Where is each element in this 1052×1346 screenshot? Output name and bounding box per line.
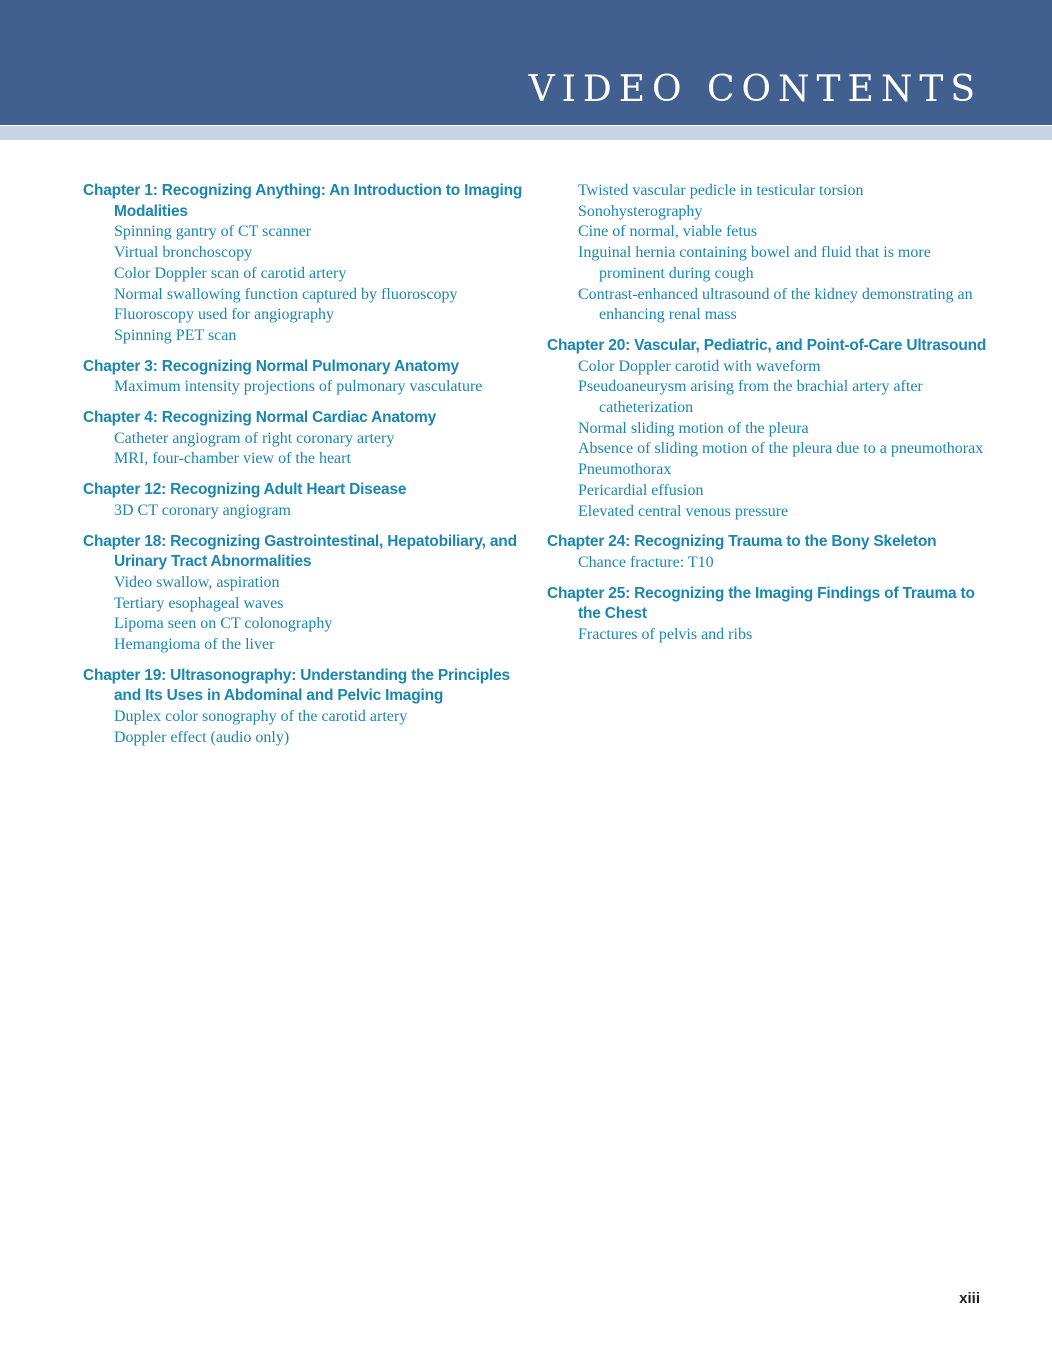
video-link[interactable]: Fractures of pelvis and ribs [578, 626, 753, 644]
video-list [83, 501, 528, 522]
page-number: xiii [959, 1290, 980, 1307]
chapter-1 [83, 181, 528, 347]
video-link[interactable]: Color Doppler scan of carotid artery [114, 264, 347, 282]
chapter-heading[interactable]: Chapter 12: Recognizing Adult Heart Disease [83, 481, 407, 499]
chapter-heading[interactable]: Chapter 3: Recognizing Normal Pulmonary Anatomy [83, 357, 459, 375]
video-link[interactable]: Hemangioma of the liver [114, 636, 275, 654]
video-link[interactable]: Twisted vascular pedicle in testicular torsion [578, 182, 864, 199]
video-link[interactable]: Pericardial effusion [578, 481, 704, 499]
video-link[interactable]: Normal swallowing function captured by fluoroscopy [114, 285, 458, 303]
chapter-heading[interactable]: Chapter 1: Recognizing Anything: An Introduction to Imaging Modalities [83, 182, 523, 220]
video-list [83, 573, 528, 656]
video-link[interactable]: Video swallow, aspiration [114, 573, 280, 591]
video-link[interactable]: Doppler effect (audio only) [114, 728, 290, 746]
chapter-19-continued [547, 181, 992, 326]
video-list [547, 553, 992, 574]
video-list [547, 357, 992, 523]
video-link[interactable]: Cine of normal, viable fetus [578, 223, 758, 241]
video-link[interactable]: Color Doppler carotid with waveform [578, 357, 821, 375]
video-link[interactable]: Maximum intensity projections of pulmonary vasculature [114, 378, 483, 396]
chapter-heading[interactable]: Chapter 20: Vascular, Pediatric, and Point-of-Care Ultrasound [547, 336, 987, 354]
video-link[interactable]: Duplex color sonography of the carotid artery [114, 708, 408, 726]
video-link[interactable]: Spinning gantry of CT scanner [114, 223, 312, 241]
chapter-19 [83, 666, 528, 749]
chapter-12 [83, 480, 528, 521]
video-list [83, 429, 528, 470]
video-list [83, 222, 528, 346]
chapter-25 [547, 584, 992, 646]
video-link[interactable]: Chance fracture: T10 [578, 553, 714, 571]
page-title: VIDEO CONTENTS [528, 69, 982, 110]
left-column [83, 181, 528, 759]
header-rule [0, 126, 1052, 140]
chapter-heading[interactable]: Chapter 19: Ultrasonography: Understanding the Principles and Its Uses in Abdominal and Pelvic Imaging [83, 666, 510, 705]
chapter-heading[interactable]: Chapter 25: Recognizing the Imaging Findings of Trauma to the Chest [547, 584, 975, 623]
video-list [547, 625, 992, 646]
video-link[interactable]: MRI, four-chamber view of the heart [114, 450, 351, 468]
video-link[interactable]: 3D CT coronary angiogram [114, 501, 291, 519]
chapter-heading[interactable]: Chapter 18: Recognizing Gastrointestinal, Hepatobiliary, and Urinary Tract Abnormalities [83, 532, 517, 571]
chapter-4 [83, 408, 528, 470]
video-list [83, 707, 528, 748]
video-link[interactable]: Catheter angiogram of right coronary artery [114, 429, 395, 447]
video-link[interactable]: Inguinal hernia containing bowel and fluid that is more prominent during cough [578, 244, 931, 282]
video-link[interactable]: Elevated central venous pressure [578, 502, 789, 520]
video-link[interactable]: Absence of sliding motion of the pleura due to a pneumothorax [578, 440, 984, 458]
right-column [547, 181, 992, 656]
chapter-heading[interactable]: Chapter 4: Recognizing Normal Cardiac Anatomy [83, 409, 437, 427]
chapter-24 [547, 532, 992, 573]
chapter-3 [83, 357, 528, 398]
video-link[interactable]: Lipoma seen on CT colonography [114, 615, 333, 633]
video-link[interactable]: Pneumothorax [578, 461, 672, 479]
video-link[interactable]: Virtual bronchoscopy [114, 244, 253, 262]
video-link[interactable]: Tertiary esophageal waves [114, 594, 284, 612]
video-link[interactable]: Fluoroscopy used for angiography [114, 306, 334, 324]
video-list [83, 377, 528, 398]
video-link[interactable]: Sonohysterography [578, 202, 703, 220]
chapter-heading[interactable]: Chapter 24: Recognizing Trauma to the Bony Skeleton [547, 533, 937, 551]
chapter-18 [83, 532, 528, 656]
video-link[interactable]: Pseudoaneurysm arising from the brachial artery after catheterization [578, 378, 923, 417]
video-link[interactable]: Normal sliding motion of the pleura [578, 419, 809, 437]
video-link[interactable]: Spinning PET scan [114, 326, 237, 344]
video-list [547, 181, 992, 326]
chapter-20 [547, 336, 992, 522]
video-link[interactable]: Contrast-enhanced ultrasound of the kidney demonstrating an enhancing renal mass [578, 285, 973, 324]
